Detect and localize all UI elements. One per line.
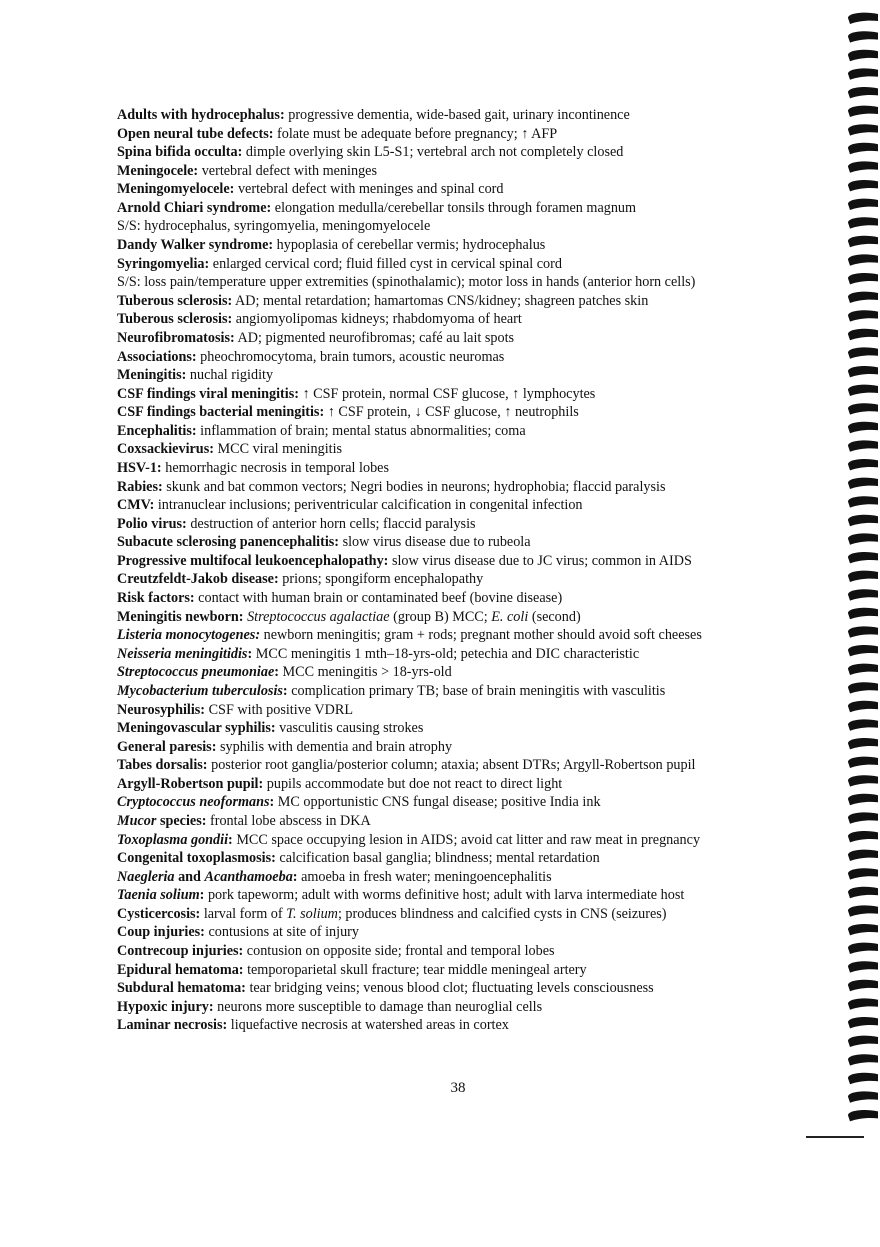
binding-coil (848, 254, 878, 265)
binding-coil (848, 143, 878, 154)
note-line (117, 849, 807, 868)
note-text: larval form of (200, 905, 287, 922)
page-number: 38 (450, 1080, 466, 1096)
binding-coil (848, 533, 878, 544)
note-text: ↑ CSF protein, ↓ CSF glucose, ↑ neutrophils (324, 404, 579, 421)
note-term: : (247, 645, 253, 662)
note-line (117, 775, 807, 794)
note-line (117, 143, 807, 162)
binding-coil (848, 775, 878, 786)
note-text: hypoplasia of cerebellar vermis; hydrocephalus (273, 237, 546, 254)
note-line (117, 998, 807, 1017)
note-line (117, 478, 807, 497)
note-text: dimple overlying skin L5-S1; vertebral arch not completely closed (242, 144, 624, 161)
note-line (117, 905, 807, 924)
note-text: slow virus disease due to JC virus; common in AIDS (388, 552, 692, 569)
binding-coil (848, 403, 878, 414)
note-text: S/S: loss pain/temperature upper extremities (spinothalamic); motor loss in hands (anterior horn cells) (117, 274, 696, 291)
note-text: Streptococcus agalactiae (247, 608, 390, 625)
note-term: CSF findings viral meningitis: (117, 385, 299, 402)
notes-list (117, 106, 807, 1035)
note-text: folate must be adequate before pregnancy; ↑ AFP (273, 125, 558, 142)
note-term: Hypoxic injury: (117, 998, 214, 1015)
note-term: Coup injuries: (117, 924, 205, 941)
binding-coil (848, 180, 878, 191)
binding-coil (848, 329, 878, 340)
binding-coil (848, 868, 878, 879)
binding-coil (848, 552, 878, 563)
note-term: Meningovascular syphilis: (117, 720, 276, 737)
note-line (117, 255, 807, 274)
note-line (117, 626, 807, 645)
note-line (117, 923, 807, 942)
binding-coil (848, 87, 878, 98)
note-term: : (269, 794, 275, 811)
note-text: MCC space occupying lesion in AIDS; avoid cat litter and raw meat in pregnancy (232, 831, 701, 848)
note-term: Mucor (117, 812, 157, 829)
note-text: pupils accommodate but doe not react to direct light (263, 775, 563, 792)
binding-coil (848, 385, 878, 396)
binding-coil (848, 273, 878, 284)
note-term: Creutzfeldt-Jakob disease: (117, 571, 279, 588)
binding-coil (848, 943, 878, 954)
note-term: Cryptococcus neoformans (117, 794, 270, 811)
note-text: ; produces blindness and calcified cysts in CNS (seizures) (337, 905, 667, 922)
binding-coil (848, 682, 878, 693)
note-line (117, 570, 807, 589)
note-term: HSV-1: (117, 459, 162, 476)
note-line (117, 440, 807, 459)
note-line (117, 106, 807, 125)
note-term: Rabies: (117, 478, 163, 495)
note-line (117, 608, 807, 627)
note-text: contusions at site of injury (204, 924, 359, 941)
note-line (117, 273, 807, 292)
note-text: neurons more susceptible to damage than neuroglial cells (213, 998, 543, 1015)
note-line (117, 701, 807, 720)
note-text: S/S: hydrocephalus, syringomyelia, meningomyelocele (117, 218, 431, 235)
binding-coil (848, 961, 878, 972)
note-text: ↑ CSF protein, normal CSF glucose, ↑ lymphocytes (298, 385, 596, 402)
binding-coil (848, 292, 878, 303)
note-term: and (174, 868, 205, 885)
note-line (117, 552, 807, 571)
note-line (117, 199, 807, 218)
note-text: intranuclear inclusions; periventricular calcification in congenital infection (154, 497, 583, 514)
note-line (117, 496, 807, 515)
note-text: vertebral defect with meninges and spinal cord (234, 181, 504, 198)
note-term: Tuberous sclerosis: (117, 292, 233, 309)
note-term: Subacute sclerosing panencephalitis: (117, 534, 340, 551)
binding-coil (848, 1017, 878, 1028)
note-term: Cysticercosis: (117, 905, 201, 922)
note-term: Spina bifida occulta: (117, 144, 243, 161)
binding-coil (848, 496, 878, 507)
note-term: Progressive multifocal leukoencephalopathy: (117, 552, 389, 569)
note-line (117, 812, 807, 831)
note-term: General paresis: (117, 738, 217, 755)
note-term: Tabes dorsalis: (117, 757, 208, 774)
binding-coil (848, 217, 878, 228)
binding-coil (848, 161, 878, 172)
note-term: Encephalitis: (117, 422, 197, 439)
note-term: Neurofibromatosis: (117, 329, 235, 346)
note-line (117, 366, 807, 385)
note-term: Taenia solium (117, 887, 200, 904)
binding-coil (848, 887, 878, 898)
binding-coil (848, 608, 878, 619)
note-term: species: (156, 812, 207, 829)
binding-coil (848, 50, 878, 61)
note-line (117, 589, 807, 608)
binding-coil (848, 310, 878, 321)
note-line (117, 329, 807, 348)
note-term: Associations: (117, 348, 197, 365)
binding-coil (848, 1073, 878, 1084)
note-line (117, 663, 807, 682)
binding-coil (848, 812, 878, 823)
note-term: Epidural hematoma: (117, 961, 244, 978)
note-term: Meningitis: (117, 367, 187, 384)
note-term: Neisseria meningitidis (117, 645, 248, 662)
note-line (117, 961, 807, 980)
binding-coil (848, 515, 878, 526)
note-term: Congenital toxoplasmosis: (117, 850, 276, 867)
note-line (117, 942, 807, 961)
note-text: AD; pigmented neurofibromas; café au lait spots (234, 329, 515, 346)
binding-coil (848, 124, 878, 135)
note-term: Argyll-Robertson pupil: (117, 775, 264, 792)
note-line (117, 979, 807, 998)
binding-coil (848, 701, 878, 712)
note-text: complication primary TB; base of brain meningitis with vasculitis (287, 682, 666, 699)
note-line (117, 180, 807, 199)
page-edge-rule (806, 1136, 864, 1138)
binding-coil (848, 106, 878, 117)
note-text: pork tapeworm; adult with worms definitive host; adult with larva intermediate host (204, 887, 685, 904)
binding-coil (848, 757, 878, 768)
note-text: elongation medulla/cerebellar tonsils through foramen magnum (271, 199, 637, 216)
binding-coil (848, 626, 878, 637)
note-text: liquefactive necrosis at watershed areas in cortex (227, 1017, 509, 1034)
note-text: amoeba in fresh water; meningoencephalitis (297, 868, 552, 885)
binding-coil (848, 199, 878, 210)
note-text: (second) (528, 608, 581, 625)
note-text: enlarged cervical cord; fluid filled cyst in cervical spinal cord (209, 255, 562, 272)
note-text: contusion on opposite side; frontal and temporal lobes (243, 943, 555, 960)
note-text: destruction of anterior horn cells; flaccid paralysis (186, 515, 476, 532)
note-line (117, 793, 807, 812)
binding-coil (848, 719, 878, 730)
note-line (117, 403, 807, 422)
note-term: : (292, 868, 298, 885)
note-text: E. coli (491, 608, 529, 625)
note-line (117, 348, 807, 367)
note-text: newborn meningitis; gram + rods; pregnant mother should avoid soft cheeses (260, 627, 702, 644)
note-term: : (282, 682, 288, 699)
note-text: calcification basal ganglia; blindness; mental retardation (275, 850, 600, 867)
note-term: Streptococcus pneumoniae (117, 664, 275, 681)
note-term: Contrecoup injuries: (117, 943, 244, 960)
note-text: skunk and bat common vectors; Negri bodies in neurons; hydrophobia; flaccid paralysis (162, 478, 666, 495)
note-line (117, 125, 807, 144)
note-text: posterior root ganglia/posterior column; ataxia; absent DTRs; Argyll-Robertson pupil (207, 757, 696, 774)
note-term: CMV: (117, 497, 155, 514)
note-line (117, 756, 807, 775)
note-term: Adults with hydrocephalus: (117, 107, 285, 123)
note-text: progressive dementia, wide-based gait, urinary incontinence (284, 107, 630, 123)
note-text: vertebral defect with meninges (198, 162, 378, 179)
note-term: Listeria monocytogenes: (117, 627, 261, 644)
binding-coil (848, 459, 878, 470)
binding-coil (848, 1110, 878, 1121)
note-term: Toxoplasma gondii (117, 831, 229, 848)
binding-coil (848, 998, 878, 1009)
note-line (117, 459, 807, 478)
note-line (117, 533, 807, 552)
note-text: contact with human brain or contaminated beef (bovine disease) (194, 590, 563, 607)
note-term: Dandy Walker syndrome: (117, 237, 274, 254)
note-term: Meningitis newborn: (117, 608, 244, 625)
binding-coil (848, 440, 878, 451)
note-term: : (228, 831, 233, 848)
note-text: MC opportunistic CNS fungal disease; positive India ink (274, 794, 601, 811)
binding-coil (848, 924, 878, 935)
binding-coil (848, 478, 878, 489)
note-text: AD; mental retardation; hamartomas CNS/kidney; shagreen patches skin (232, 292, 649, 309)
note-term: Meningomyelocele: (117, 181, 235, 198)
note-text: pheochromocytoma, brain tumors, acoustic neuromas (196, 348, 505, 365)
note-text: slow virus disease due to rubeola (339, 534, 531, 551)
note-term: Laminar necrosis: (117, 1017, 228, 1034)
note-term: Tuberous sclerosis: (117, 311, 233, 328)
note-term: Subdural hematoma: (117, 980, 246, 997)
note-line (117, 236, 807, 255)
binding-coil (848, 31, 878, 42)
binding-coil (848, 13, 878, 24)
note-term: CSF findings bacterial meningitis: (117, 404, 325, 421)
note-text: hemorrhagic necrosis in temporal lobes (161, 459, 389, 476)
note-text: nuchal rigidity (186, 367, 274, 384)
binding-coil (848, 738, 878, 749)
note-term: Meningocele: (117, 162, 199, 179)
binding-coil (848, 1091, 878, 1102)
note-text: MCC viral meningitis (213, 441, 343, 458)
note-text: frontal lobe abscess in DKA (206, 812, 371, 829)
note-line (117, 310, 807, 329)
binding-coil (848, 422, 878, 433)
note-term: Risk factors: (117, 590, 195, 607)
note-line (117, 217, 807, 236)
note-text: tear bridging veins; venous blood clot; fluctuating levels consciousness (245, 980, 654, 997)
spiral-binding-decoration (842, 0, 880, 1247)
note-line (117, 886, 807, 905)
binding-coil (848, 571, 878, 582)
note-text: syphilis with dementia and brain atrophy (216, 738, 453, 755)
note-line (117, 682, 807, 701)
binding-coil (848, 236, 878, 247)
note-line (117, 645, 807, 664)
note-term: Mycobacterium tuberculosis (117, 682, 283, 699)
note-text: prions; spongiform encephalopathy (278, 571, 484, 588)
note-line (117, 515, 807, 534)
binding-coil (848, 664, 878, 675)
note-text: inflammation of brain; mental status abnormalities; coma (196, 422, 526, 439)
binding-coil (848, 1036, 878, 1047)
binding-coil (848, 794, 878, 805)
binding-coil (848, 831, 878, 842)
note-term: Acanthamoeba (204, 868, 293, 885)
note-term: Arnold Chiari syndrome: (117, 199, 272, 216)
note-text: CSF with positive VDRL (205, 701, 353, 718)
note-text: MCC meningitis > 18-yrs-old (278, 664, 452, 681)
note-text: T. solium (286, 905, 338, 922)
binding-coil (848, 68, 878, 79)
binding-coil (848, 1054, 878, 1065)
note-line (117, 292, 807, 311)
binding-coil (848, 645, 878, 656)
note-line (117, 738, 807, 757)
note-term: Open neural tube defects: (117, 125, 274, 142)
note-term: Coxsackievirus: (117, 441, 214, 458)
note-text: MCC meningitis 1 mth–18-yrs-old; petechia and DIC characteristic (252, 645, 640, 662)
note-term: : (274, 664, 279, 681)
note-term: Naegleria (117, 868, 175, 885)
note-term: Syringomyelia: (117, 255, 210, 272)
binding-coil (848, 589, 878, 600)
note-line (117, 162, 807, 181)
note-line (117, 1016, 807, 1035)
note-line (117, 422, 807, 441)
note-text: vasculitis causing strokes (275, 720, 424, 737)
binding-coil (848, 980, 878, 991)
note-term: Neurosyphilis: (117, 701, 206, 718)
binding-coil (848, 905, 878, 916)
note-line (117, 831, 807, 850)
note-text: angiomyolipomas kidneys; rhabdomyoma of heart (232, 311, 522, 328)
note-line (117, 385, 807, 404)
binding-coil (848, 366, 878, 377)
binding-coil (848, 850, 878, 861)
note-term: : (199, 887, 205, 904)
note-line (117, 868, 807, 887)
note-line (117, 719, 807, 738)
note-text: temporoparietal skull fracture; tear middle meningeal artery (243, 961, 587, 978)
binding-coil (848, 347, 878, 358)
note-text: (group B) MCC; (389, 608, 492, 625)
note-term: Polio virus: (117, 515, 187, 532)
